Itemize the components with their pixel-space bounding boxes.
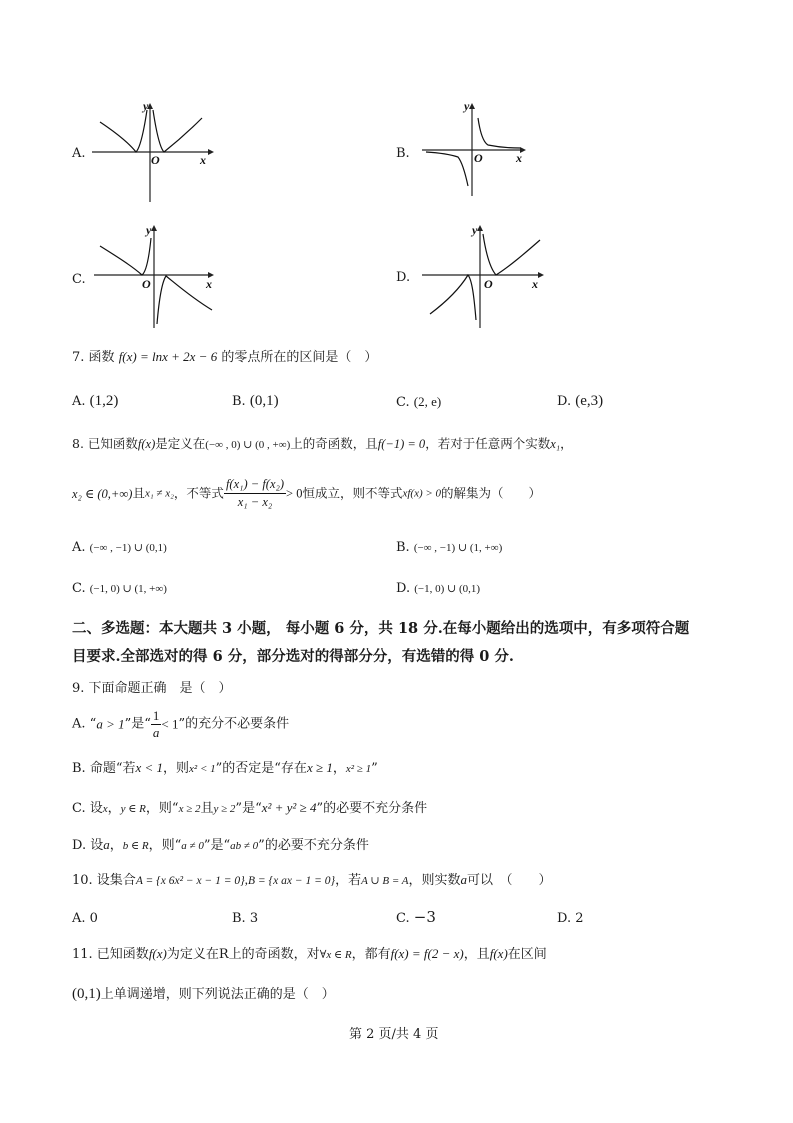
q9-a-pre: A. “ [72, 716, 97, 732]
q9-a-lt: < 1 [161, 716, 179, 732]
q10-option-c-label: C. [396, 911, 410, 926]
q8-option-d [396, 581, 480, 597]
q8-stem-8: 恒成立，则不等式 [302, 485, 403, 501]
q10-option-a-label: A. [72, 911, 86, 926]
q9-c-post: ”的必要不充分条件 [316, 801, 428, 816]
q6-graph-a-origin: O [151, 153, 160, 167]
q9-a-num: 1 [152, 708, 160, 723]
q10-option-b-label: B. [232, 911, 246, 926]
q11-forall: ∀x ∈ R [319, 949, 352, 961]
q10-option-d [557, 911, 584, 927]
q6-graph-b-x-label: x [516, 151, 522, 165]
q8-stem-2: 是定义在 [155, 436, 206, 451]
q7-option-a-value: (1,2) [89, 393, 119, 409]
q9-b-mid3: ， [332, 761, 346, 776]
q7-option-a-label: A. [72, 394, 86, 409]
q8-x-neq: x₁ ≠ x₂ [144, 487, 174, 500]
q7-option-d [557, 393, 603, 410]
q8-option-b-value: (−∞ , −1) ∪ (1, +∞) [413, 542, 503, 554]
q10-stem-pre: 10. 设集合 [72, 873, 136, 888]
q10-option-b-value: 3 [249, 911, 259, 926]
q10-stem-post: 可以 （ ） [467, 873, 552, 888]
q6-graph-a-x-label: x [200, 153, 206, 167]
q8-option-c-label: C. [72, 581, 86, 596]
q10-stem-mid: ，若 [335, 873, 362, 888]
q8-frac-num: f(x₁) − f(x₂) [224, 476, 286, 494]
q7-option-b [232, 393, 279, 410]
q9-d-sep: ， [109, 838, 123, 853]
q6-graph-d-x-label: x [532, 277, 538, 291]
q9-option-c [72, 800, 427, 817]
q11-r: R [218, 947, 229, 962]
q9-a-den: a [152, 725, 160, 740]
q6-option-b-label: B. [396, 146, 410, 161]
q7-option-d-value: (e,3) [575, 393, 604, 409]
q11-fx2: f(x) [489, 946, 508, 961]
q7-option-c-label: C. [396, 395, 410, 410]
q9-b-pre: B. 命题“若 [72, 761, 136, 776]
q11-line1 [72, 946, 547, 963]
q10-set-b: B = {x ax − 1 = 0} [248, 875, 336, 887]
q8-option-c [72, 581, 167, 597]
q8-stem-6: 且 [132, 485, 145, 501]
q8-line2 [72, 476, 541, 511]
q6-graph-a-y-label: y [143, 99, 149, 113]
q9-b-mid2: ”的否定是“存在 [215, 761, 307, 776]
q11-equation: f(x) = f(2 − x) [390, 946, 464, 961]
q7-stem-pre: 7. 函数 [72, 350, 115, 365]
q10-option-b [232, 911, 258, 927]
q9-c-x: x [102, 803, 108, 815]
q8-x2: x₂ ∈ (0,+∞) [72, 486, 133, 501]
q9-d-cond: a ≠ 0 [181, 840, 204, 852]
q6-graph-c-x-label: x [206, 277, 212, 291]
q8-stem-4: ，若对于任意两个实数 [425, 436, 551, 451]
q11-stem-4: ，都有 [351, 947, 391, 962]
q6-graph-b [420, 100, 550, 205]
q6-graph-c-origin: O [142, 277, 151, 291]
q9-d-mid2: ”是“ [203, 838, 231, 853]
q6-graph-a [90, 100, 220, 205]
q10-option-d-value: 2 [575, 911, 584, 926]
q6-option-a-label: A. [72, 146, 86, 161]
q6-graph-b-y-label: y [464, 99, 470, 113]
q10-var: a [460, 872, 468, 887]
q8-stem-1: 8. 已知函数 [72, 436, 138, 451]
q11-stem-2: 为定义在 [166, 947, 219, 962]
q8-option-a-value: (−∞ , −1) ∪ (0,1) [89, 542, 167, 554]
q7-option-b-value: (0,1) [249, 393, 279, 409]
q7-option-b-label: B. [232, 394, 246, 409]
q11-stem-3: 上的奇函数，对 [228, 947, 320, 962]
q8-fx: f(x) [137, 437, 156, 451]
q9-c-y: y ∈ R [120, 803, 146, 815]
q9-b-exist: x ≥ 1 [306, 760, 333, 775]
q10-option-c-value: −3 [413, 908, 436, 926]
section2-heading-line2: 目要求.全部选对的得 6 分，部分选对的得部分分，有选错的得 0 分. [72, 648, 514, 665]
q6-graph-c-y-label: y [146, 223, 152, 237]
q7-formula: f(x) = lnx + 2x − 6 [118, 349, 218, 364]
q9-b-post: ” [371, 761, 378, 776]
q8-stem-9: 的解集为（ ） [441, 485, 542, 501]
q8-inequality: xf(x) > 0 [402, 487, 442, 500]
q9-b-concl: x² < 1 [189, 763, 216, 775]
q9-option-a [72, 708, 289, 741]
q8-option-a-label: A. [72, 540, 86, 555]
q8-stem-5: ， [560, 436, 573, 451]
q9-option-d [72, 837, 369, 854]
q6-graph-d-origin: O [484, 277, 493, 291]
q9-d-pre: D. 设 [72, 838, 104, 853]
q11-stem-7: 上单调递增，则下列说法正确的是（ ） [100, 987, 335, 1002]
q9-c-and: 且 [200, 801, 214, 816]
q8-option-b-label: B. [396, 540, 410, 555]
q9-b-cond: x < 1 [135, 760, 164, 775]
q7-option-d-label: D. [557, 394, 572, 409]
q7-stem [72, 349, 377, 366]
q9-d-a: a [103, 837, 110, 852]
q9-b-mid1: ，则 [163, 761, 190, 776]
q9-c-cond2: y ≥ 2 [213, 803, 236, 815]
q9-d-concl: ab ≠ 0 [230, 840, 259, 852]
q9-b-concl2: x² ≥ 1 [345, 763, 372, 775]
q9-a-mid: ”是“ [124, 716, 151, 732]
q10-set-a: A = {x 6x² − x − 1 = 0} [135, 875, 245, 887]
q9-option-b [72, 760, 378, 777]
q7-option-c [396, 394, 441, 411]
section2-heading-line1: 二、多选题：本大题共 3 小题， 每小题 6 分，共 18 分.在每小题给出的选项中，有多项符合题 [72, 620, 690, 637]
q6-graph-d [420, 222, 550, 332]
q10-comma: , [244, 872, 249, 887]
q11-stem-5: ，且 [463, 947, 490, 962]
q11-interval: (0,1) [72, 986, 101, 1002]
q8-option-d-value: (−1, 0) ∪ (0,1) [414, 583, 481, 595]
q9-d-mid1: ，则“ [148, 838, 182, 853]
q9-c-concl: x² + y² ≥ 4 [261, 800, 317, 815]
q10-option-d-label: D. [557, 911, 572, 926]
q9-c-sep: ， [107, 801, 121, 816]
q10-condition: A ∪ B = A [361, 875, 409, 887]
q8-option-d-label: D. [396, 581, 411, 596]
q8-stem-7: ，不等式 [173, 485, 224, 501]
q8-option-a [72, 540, 167, 556]
q9-c-mid1: ，则“ [145, 801, 179, 816]
q8-domain: (−∞ , 0) ∪ (0 , +∞) [205, 439, 291, 451]
q8-option-b [396, 540, 502, 556]
q8-x1: x₁ [550, 437, 561, 451]
q9-c-mid2: ”是“ [235, 801, 262, 816]
q8-frac-gt: > 0 [286, 486, 303, 501]
q9-d-post: ”的必要不充分条件 [258, 838, 369, 853]
q11-fx: f(x) [148, 946, 167, 961]
q6-option-c-label: C. [72, 272, 86, 287]
q10-option-c [396, 909, 436, 927]
q9-c-cond1: x ≥ 2 [178, 803, 201, 815]
q11-stem-6: 在区间 [507, 947, 547, 962]
q10-stem [72, 872, 552, 889]
q9-a-fraction [151, 708, 162, 741]
q6-graph-c [92, 222, 222, 332]
q8-line1 [72, 436, 573, 453]
q9-a-cond: a > 1 [96, 716, 125, 732]
q10-option-a [72, 911, 98, 927]
q8-option-c-value: (−1, 0) ∪ (1, +∞) [89, 583, 167, 595]
q10-option-a-value: 0 [89, 911, 98, 926]
q8-stem-3: 上的奇函数，且 [290, 436, 378, 451]
q8-condition: f(−1) = 0 [377, 437, 426, 451]
q11-line2 [72, 986, 335, 1003]
q6-option-d-label: D. [396, 270, 411, 285]
q8-frac-den: x₁ − x₂ [237, 495, 273, 509]
q9-stem: 9. 下面命题正确 是（ ） [72, 681, 232, 696]
q11-stem-1: 11. 已知函数 [72, 947, 149, 962]
q7-stem-post: 的零点所在的区间是（ ） [221, 350, 378, 365]
q9-c-pre: C. 设 [72, 801, 103, 816]
q6-graph-b-origin: O [474, 151, 483, 165]
q9-a-post: ”的充分不必要条件 [178, 716, 290, 732]
q8-fraction [224, 476, 286, 511]
page-footer: 第 2 页/共 4 页 [349, 1027, 439, 1042]
q7-option-a [72, 393, 118, 410]
q10-stem-mid2: ，则实数 [408, 873, 461, 888]
q7-option-c-value: (2, e) [413, 394, 442, 409]
q9-d-b: b ∈ R [122, 840, 149, 852]
q6-graph-d-y-label: y [472, 223, 478, 237]
